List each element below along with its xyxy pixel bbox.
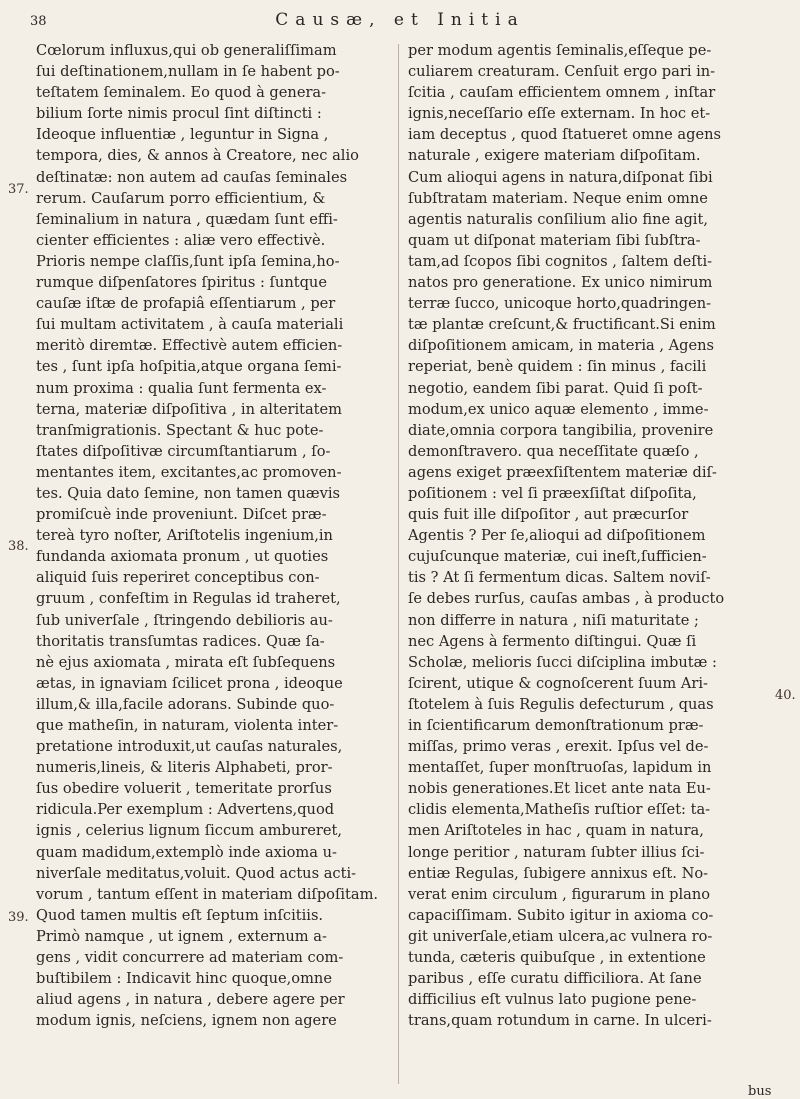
margin-section-number: 38. <box>8 539 29 554</box>
text-line: iam deceptus , quod ſtatueret omne agens <box>408 126 722 144</box>
text-line: poſitionem : vel ſi præexſiſtat diſpoſita, <box>408 484 697 502</box>
text-line: trans,quam rotundum in carne. In ulceri- <box>408 1012 712 1030</box>
text-line: pretatione introduxit,ut cauſas naturales, <box>36 738 343 756</box>
text-line: ſeminalium in natura , quædam ſunt effi- <box>36 210 338 228</box>
text-line: niverſale meditatus,voluit. Quod actus acti- <box>36 864 357 882</box>
text-line: per modum agentis ſeminalis,eſſeque pe- <box>408 42 712 59</box>
text-line: Agentis ? Per ſe,alioqui ad diſpoſitionem <box>408 527 706 545</box>
margin-section-number: 40. <box>775 688 796 703</box>
text-line: illum,& illa,facile adorans. Subinde quo- <box>36 695 335 713</box>
text-line: difficilius eſt vulnus lato pugione pene- <box>408 991 697 1009</box>
margin-section-number: 39. <box>8 910 29 925</box>
text-line: ridicula.Per exemplum : Advertens,quod <box>36 801 335 819</box>
text-line: miſſas, primo veras , erexit. Ipſus vel de- <box>408 738 709 756</box>
text-line: capaciſſimam. Subito igitur in axioma co- <box>408 906 714 924</box>
text-line: quis fuit ille diſpoſitor , aut præcurſor <box>408 506 689 524</box>
text-line: nobis generationes.Et licet ante nata Eu- <box>408 780 711 798</box>
text-line: natos pro generatione. Ex unico nimirum <box>408 274 713 292</box>
text-line: Quod tamen multis eſt ſeptum inſcitiis. <box>36 906 324 924</box>
text-line: entiæ Regulas, ſubigere annixus eſt. No- <box>408 864 709 882</box>
text-line: Cum alioqui agens in natura,diſponat ſibi <box>408 168 713 186</box>
text-line: rumque diſpenſatores ſpiritus : ſuntque <box>36 274 327 292</box>
text-line: tereà tyro noſter, Ariſtotelis ingenium,in <box>36 527 333 545</box>
text-line: cujuſcunque materiæ, cui ineſt,ſufficien- <box>408 548 707 566</box>
text-line: agens exiget præexſiſtentem materiæ diſ- <box>408 463 717 481</box>
text-line: rerum. Cauſarum porro efficientium, & <box>36 189 326 207</box>
text-line: ſub univerſale , ſtringendo debilioris au- <box>36 611 333 629</box>
text-line: mentantes item, excitantes,ac promoven- <box>36 463 342 481</box>
text-line: fundanda axiomata pronum , ut quoties <box>36 548 329 566</box>
text-line: ſubſtratam materiam. Neque enim omne <box>408 189 708 207</box>
text-line: negotio, eandem ſibi parat. Quid ſi poſt- <box>408 379 703 397</box>
text-line: quam ut diſponat materiam ſibi ſubſtra- <box>408 231 701 249</box>
text-line: reperiat, benè quidem : ſin minus , facili <box>408 358 707 376</box>
text-line: Ideoque influentiæ , leguntur in Signa , <box>36 126 329 144</box>
text-line: aliud agens , in natura , debere agere per <box>36 991 345 1009</box>
text-line: terræ ſucco, unicoque horto,quadringen- <box>408 295 712 313</box>
text-line: demonſtravero. qua neceſſitate quæſo , <box>408 442 699 460</box>
text-line: teſtatem ſeminalem. Eo quod à genera- <box>36 84 327 102</box>
text-line: num proxima : qualia ſunt fermenta ex- <box>36 379 327 397</box>
page-header <box>30 10 770 36</box>
text-line: deſtinatæ: non autem ad cauſas ſeminales <box>36 168 348 186</box>
text-line: ignis , celerius lignum ſiccum ambureret, <box>36 822 343 840</box>
left-text-column <box>36 40 392 1031</box>
text-line: paribus , eſſe curatu difficiliora. At ſane <box>408 970 702 988</box>
text-line: Scholæ, melioris ſucci diſciplina imbutæ : <box>408 653 717 671</box>
text-line: clidis elementa,Matheſis ruſtior eſſet: ta- <box>408 801 711 819</box>
text-line: terna, materiæ diſpoſitiva , in alteritatem <box>36 400 343 418</box>
text-line: gruum , confeſtim in Regulas id traheret, <box>36 590 341 608</box>
text-line: promiſcuè inde proveniunt. Diſcet præ- <box>36 506 327 524</box>
text-line: nè ejus axiomata , mirata eſt ſubſequens <box>36 653 336 671</box>
text-line: ætas, in ignaviam ſcilicet prona , ideoque <box>36 674 343 692</box>
text-line: ignis,neceſſario eſſe externam. In hoc et- <box>408 105 711 123</box>
text-line: nec Agens à fermento diſtingui. Quæ ſi <box>408 632 697 650</box>
text-line: tunda, cæteris quibuſque , in extentione <box>408 949 706 967</box>
text-line: cienter efficientes : aliæ vero effectivè. <box>36 231 326 249</box>
margin-section-number: 37. <box>8 182 29 197</box>
text-line: thoritatis transſumtas radices. Quæ ſa- <box>36 632 325 650</box>
text-line: naturale , exigere materiam diſpoſitam. <box>408 147 701 165</box>
text-line: git univerſale,etiam ulcera,ac vulnera ro- <box>408 927 713 945</box>
text-line: tam,ad ſcopos ſibi cognitos , ſaltem deſti- <box>408 252 713 270</box>
text-line: ſus obedire voluerit , temeritate prorſus <box>36 780 332 798</box>
text-line: que matheſin, in naturam, violenta inter- <box>36 717 339 734</box>
text-line: gens , vidit concurrere ad materiam com- <box>36 949 344 967</box>
text-line: men Ariſtoteles in hac , quam in natura, <box>408 822 704 840</box>
text-line: cauſæ iſtæ de profapiâ eſſentiarum , per <box>36 295 336 313</box>
text-line: ſe debes rurſus, cauſas ambas , à producto <box>408 590 725 608</box>
catchword: bus <box>748 1084 772 1099</box>
text-line: vorum , tantum eſſent in materiam diſpoſitam. <box>36 885 379 903</box>
right-text-column <box>408 40 764 1031</box>
text-line: tes. Quia dato ſemine, non tamen quævis <box>36 484 340 502</box>
text-line: agentis naturalis conſilium alio fine agit, <box>408 210 708 228</box>
text-line: tempora, dies, & annos à Creatore, nec alio <box>36 147 359 165</box>
text-line: ſtotelem à ſuis Regulis defecturum , quas <box>408 695 714 713</box>
column-divider <box>398 44 399 1084</box>
text-line: longe peritior , naturam ſubter illius ſci- <box>408 843 705 861</box>
text-line: tranſmigrationis. Spectant & huc pote- <box>36 421 324 439</box>
text-line: ſcirent, utique & cognoſcerent ſuum Ari- <box>408 674 708 692</box>
text-line: verat enim circulum , figurarum in plano <box>408 885 711 903</box>
text-line: meritò diremtæ. Effectivè autem efficien- <box>36 337 343 355</box>
page-number: 38 <box>30 14 47 29</box>
text-line: buſtibilem : Indicavit hinc quoque,omne <box>36 970 332 988</box>
text-line: quam madidum,extemplò inde axioma u- <box>36 843 337 861</box>
running-head: Causæ, et Initia <box>275 10 525 30</box>
text-line: ſtates diſpoſitivæ circumſtantiarum , ſo- <box>36 442 331 460</box>
text-line: bilium ſorte nimis procul ſint diſtincti : <box>36 105 322 123</box>
text-line: mentaſſet, ſuper monſtruoſas, lapidum in <box>408 759 712 777</box>
text-line: tæ plantæ creſcunt,& fructificant.Si enim <box>408 316 716 334</box>
text-line: culiarem creaturam. Cenſuit ergo pari in- <box>408 63 716 81</box>
text-line: Prioris nempe claſſis,ſunt ipſa ſemina,ho- <box>36 252 340 270</box>
text-line: ſui deſtinationem,nullam in ſe habent po- <box>36 63 340 81</box>
text-line: aliquid ſuis reperiret conceptibus con- <box>36 569 320 587</box>
text-line: ſcitia , cauſam efficientem omnem , inſtar <box>408 84 716 102</box>
text-line: non differre in natura , niſi maturitate ; <box>408 611 699 629</box>
text-line: ſui multam activitatem , à cauſa materiali <box>36 316 344 334</box>
text-line: tis ? At ſi fermentum dicas. Saltem noviſ- <box>408 569 711 587</box>
text-line: numeris,lineis, & literis Alphabeti, pror- <box>36 759 333 777</box>
text-line: modum,ex unico aquæ elemento , imme- <box>408 400 709 418</box>
text-line: Primò namque , ut ignem , externum a- <box>36 927 327 945</box>
text-line: diate,omnia corpora tangibilia, provenire <box>408 421 714 439</box>
text-line: tes , ſunt ipſa hoſpitia,atque organa ſemi- <box>36 358 342 376</box>
text-line: modum ignis, neſciens, ignem non agere <box>36 1012 337 1030</box>
text-line: in ſcientificarum demonſtrationum præ- <box>408 717 704 734</box>
text-line: diſpoſitionem amicam, in materia , Agens <box>408 337 715 355</box>
text-line: Cœlorum influxus,qui ob generaliſſimam <box>36 42 337 59</box>
